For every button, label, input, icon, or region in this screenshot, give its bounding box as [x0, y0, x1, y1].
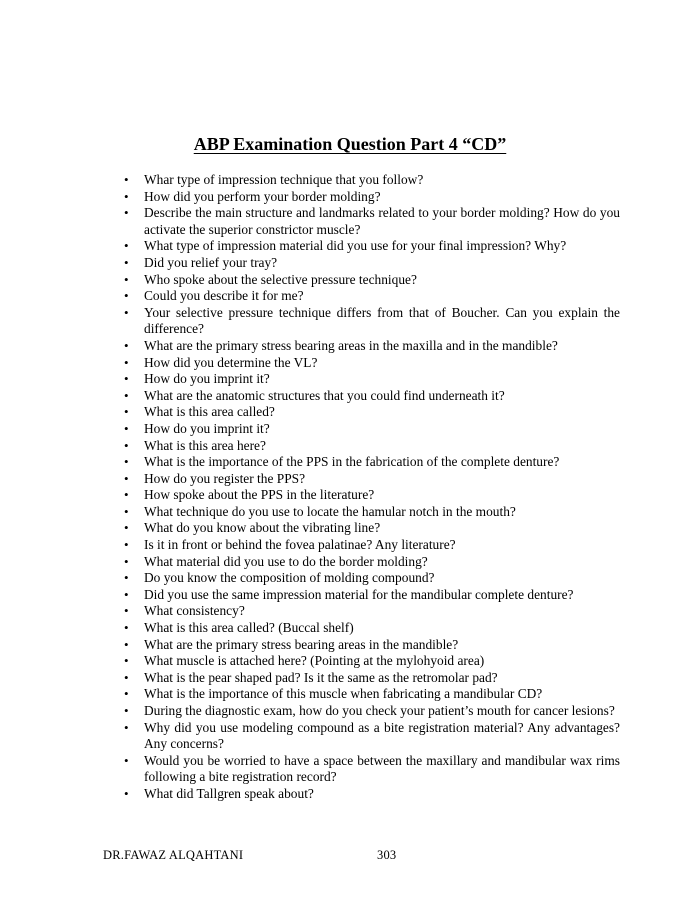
- question-item: • How did you determine the VL?: [120, 355, 620, 372]
- question-item: • What technique do you use to locate the hamular notch in the mouth?: [120, 504, 620, 521]
- question-item: • What are the primary stress bearing areas in the mandible?: [120, 637, 620, 654]
- question-item: • What is this area called? (Buccal shelf): [120, 620, 620, 637]
- question-item: • Is it in front or behind the fovea palatinae? Any literature?: [120, 537, 620, 554]
- question-item: • What muscle is attached here? (Pointing at the mylohyoid area): [120, 653, 620, 670]
- question-item: • How do you imprint it?: [120, 421, 620, 438]
- question-item: • What did Tallgren speak about?: [120, 786, 620, 803]
- question-item: • What is this area called?: [120, 404, 620, 421]
- question-item: • Could you describe it for me?: [120, 288, 620, 305]
- question-item: • Why did you use modeling compound as a bite registration material? Any advantages? Any concerns?: [120, 720, 620, 753]
- question-item: • What consistency?: [120, 603, 620, 620]
- question-item: • What do you know about the vibrating line?: [120, 520, 620, 537]
- question-item: • Who spoke about the selective pressure technique?: [120, 272, 620, 289]
- question-item: • What is the pear shaped pad? Is it the same as the retromolar pad?: [120, 670, 620, 687]
- question-item: • How do you register the PPS?: [120, 471, 620, 488]
- footer-author: DR.FAWAZ ALQAHTANI: [103, 848, 244, 862]
- question-item: • What are the primary stress bearing areas in the maxilla and in the mandible?: [120, 338, 620, 355]
- footer-page-number: 303: [377, 848, 397, 862]
- question-item: • Would you be worried to have a space between the maxillary and mandibular wax rims following a bite registration record?: [120, 753, 620, 786]
- page-footer: [0, 848, 700, 868]
- question-item: • During the diagnostic exam, how do you check your patient’s mouth for cancer lesions?: [120, 703, 620, 720]
- question-item: • How did you perform your border molding?: [120, 189, 620, 206]
- question-item: • Describe the main structure and landmarks related to your border molding? How do you activate the superior constrictor muscle?: [120, 205, 620, 238]
- question-item: • What is this area here?: [120, 438, 620, 455]
- page-title: [0, 133, 700, 155]
- question-item: • What type of impression material did you use for your final impression? Why?: [120, 238, 620, 255]
- page-title-text: ABP Examination Question Part 4 “CD”: [193, 134, 507, 154]
- question-item: • What are the anatomic structures that you could find underneath it?: [120, 388, 620, 405]
- question-item: • Did you use the same impression material for the mandibular complete denture?: [120, 587, 620, 604]
- question-item: • Did you relief your tray?: [120, 255, 620, 272]
- question-list: [120, 172, 620, 803]
- question-item: • Whar type of impression technique that you follow?: [120, 172, 620, 189]
- question-item: • Your selective pressure technique differs from that of Boucher. Can you explain the difference?: [120, 305, 620, 338]
- question-item: • How spoke about the PPS in the literature?: [120, 487, 620, 504]
- question-item: • How do you imprint it?: [120, 371, 620, 388]
- question-item: • Do you know the composition of molding compound?: [120, 570, 620, 587]
- question-item: • What is the importance of the PPS in the fabrication of the complete denture?: [120, 454, 620, 471]
- question-item: • What material did you use to do the border molding?: [120, 554, 620, 571]
- question-item: • What is the importance of this muscle when fabricating a mandibular CD?: [120, 686, 620, 703]
